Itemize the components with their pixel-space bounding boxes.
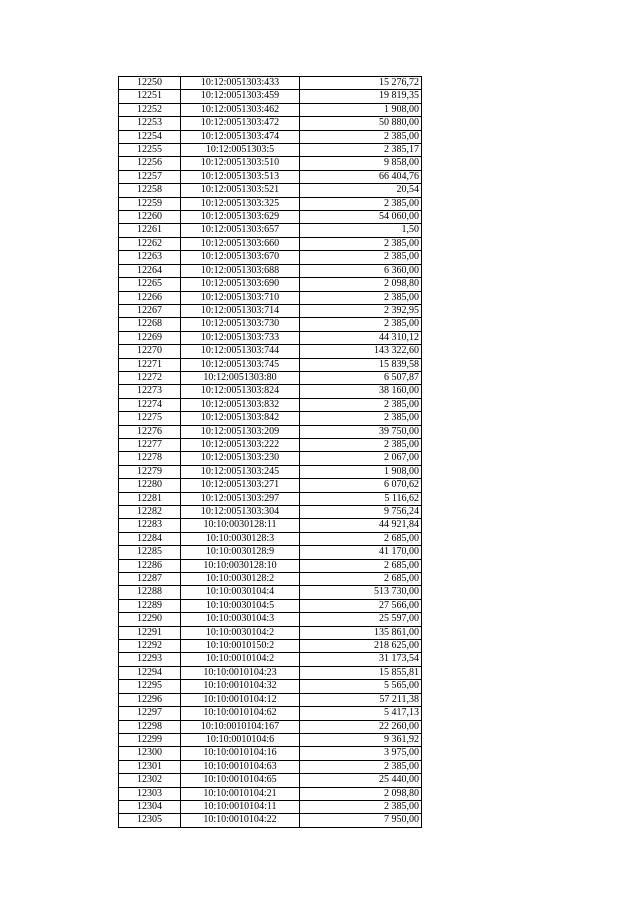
cadastral-number-cell: 10:12:0051303:521 xyxy=(181,184,300,197)
row-number-cell: 12293 xyxy=(119,653,181,666)
table-body xyxy=(119,77,422,828)
value-cell: 513 730,00 xyxy=(300,586,422,599)
row-number-cell: 12279 xyxy=(119,465,181,478)
value-cell: 6 507,87 xyxy=(300,371,422,384)
value-cell: 39 750,00 xyxy=(300,425,422,438)
value-cell: 5 417,13 xyxy=(300,707,422,720)
value-cell: 2 385,00 xyxy=(300,800,422,813)
cadastral-number-cell: 10:12:0051303:510 xyxy=(181,157,300,170)
value-cell: 2 385,00 xyxy=(300,760,422,773)
table-row xyxy=(119,747,422,760)
row-number-cell: 12254 xyxy=(119,130,181,143)
cadastral-number-cell: 10:12:0051303:222 xyxy=(181,438,300,451)
value-cell: 2 385,00 xyxy=(300,318,422,331)
row-number-cell: 12290 xyxy=(119,613,181,626)
cadastral-number-cell: 10:12:0051303:230 xyxy=(181,452,300,465)
table-row xyxy=(119,264,422,277)
table-row xyxy=(119,573,422,586)
value-cell: 44 921,84 xyxy=(300,519,422,532)
cadastral-number-cell: 10:10:0030128:9 xyxy=(181,546,300,559)
row-number-cell: 12285 xyxy=(119,546,181,559)
table-row xyxy=(119,291,422,304)
value-cell: 2 392,95 xyxy=(300,304,422,317)
table-row xyxy=(119,358,422,371)
table-row xyxy=(119,519,422,532)
value-cell: 19 819,35 xyxy=(300,90,422,103)
table-row xyxy=(119,345,422,358)
value-cell: 7 950,00 xyxy=(300,814,422,827)
value-cell: 31 173,54 xyxy=(300,653,422,666)
row-number-cell: 12304 xyxy=(119,800,181,813)
cadastral-number-cell: 10:10:0010150:2 xyxy=(181,640,300,653)
cadastral-number-cell: 10:10:0010104:2 xyxy=(181,653,300,666)
table-row xyxy=(119,237,422,250)
cadastral-number-cell: 10:10:0010104:63 xyxy=(181,760,300,773)
cadastral-number-cell: 10:10:0030128:3 xyxy=(181,532,300,545)
table-row xyxy=(119,640,422,653)
row-number-cell: 12270 xyxy=(119,345,181,358)
row-number-cell: 12300 xyxy=(119,747,181,760)
value-cell: 143 322,60 xyxy=(300,345,422,358)
cadastral-number-cell: 10:12:0051303:660 xyxy=(181,237,300,250)
value-cell: 57 211,38 xyxy=(300,693,422,706)
table-row xyxy=(119,278,422,291)
cadastral-number-cell: 10:10:0030128:10 xyxy=(181,559,300,572)
cadastral-number-cell: 10:12:0051303:245 xyxy=(181,465,300,478)
cadastral-number-cell: 10:10:0010104:21 xyxy=(181,787,300,800)
value-cell: 135 861,00 xyxy=(300,626,422,639)
table-row xyxy=(119,184,422,197)
value-cell: 2 385,00 xyxy=(300,197,422,210)
value-cell: 15 839,58 xyxy=(300,358,422,371)
value-cell: 25 597,00 xyxy=(300,613,422,626)
cadastral-number-cell: 10:10:0030104:2 xyxy=(181,626,300,639)
value-cell: 6 070,62 xyxy=(300,479,422,492)
table-row xyxy=(119,90,422,103)
value-cell: 2 385,00 xyxy=(300,251,422,264)
table-row xyxy=(119,318,422,331)
table-row xyxy=(119,613,422,626)
value-cell: 3 975,00 xyxy=(300,747,422,760)
table-row xyxy=(119,170,422,183)
cadastral-number-cell: 10:12:0051303:271 xyxy=(181,479,300,492)
row-number-cell: 12278 xyxy=(119,452,181,465)
row-number-cell: 12269 xyxy=(119,331,181,344)
cadastral-number-cell: 10:12:0051303:209 xyxy=(181,425,300,438)
table-row xyxy=(119,800,422,813)
row-number-cell: 12260 xyxy=(119,211,181,224)
row-number-cell: 12259 xyxy=(119,197,181,210)
value-cell: 38 160,00 xyxy=(300,385,422,398)
cadastral-number-cell: 10:12:0051303:714 xyxy=(181,304,300,317)
cadastral-number-cell: 10:10:0010104:16 xyxy=(181,747,300,760)
cadastral-number-cell: 10:12:0051303:433 xyxy=(181,77,300,90)
cadastral-number-cell: 10:12:0051303:832 xyxy=(181,398,300,411)
cadastral-number-cell: 10:10:0010104:6 xyxy=(181,733,300,746)
row-number-cell: 12298 xyxy=(119,720,181,733)
value-cell: 1,50 xyxy=(300,224,422,237)
value-cell: 25 440,00 xyxy=(300,774,422,787)
table-row xyxy=(119,452,422,465)
cadastral-number-cell: 10:12:0051303:745 xyxy=(181,358,300,371)
table-row xyxy=(119,774,422,787)
cadastral-number-cell: 10:12:0051303:733 xyxy=(181,331,300,344)
row-number-cell: 12292 xyxy=(119,640,181,653)
row-number-cell: 12305 xyxy=(119,814,181,827)
table-row xyxy=(119,666,422,679)
row-number-cell: 12287 xyxy=(119,573,181,586)
value-cell: 5 116,62 xyxy=(300,492,422,505)
row-number-cell: 12253 xyxy=(119,117,181,130)
value-cell: 15 276,72 xyxy=(300,77,422,90)
cadastral-number-cell: 10:10:0010104:11 xyxy=(181,800,300,813)
table-row xyxy=(119,197,422,210)
cadastral-number-cell: 10:12:0051303:657 xyxy=(181,224,300,237)
row-number-cell: 12275 xyxy=(119,412,181,425)
value-cell: 2 098,80 xyxy=(300,787,422,800)
row-number-cell: 12299 xyxy=(119,733,181,746)
value-cell: 2 385,00 xyxy=(300,398,422,411)
cadastral-number-cell: 10:12:0051303:670 xyxy=(181,251,300,264)
row-number-cell: 12276 xyxy=(119,425,181,438)
row-number-cell: 12297 xyxy=(119,707,181,720)
cadastral-number-cell: 10:12:0051303:744 xyxy=(181,345,300,358)
value-cell: 6 360,00 xyxy=(300,264,422,277)
table-row xyxy=(119,385,422,398)
row-number-cell: 12251 xyxy=(119,90,181,103)
value-cell: 2 385,00 xyxy=(300,130,422,143)
row-number-cell: 12286 xyxy=(119,559,181,572)
cadastral-number-cell: 10:12:0051303:842 xyxy=(181,412,300,425)
row-number-cell: 12255 xyxy=(119,144,181,157)
table-row xyxy=(119,586,422,599)
value-cell: 2 385,00 xyxy=(300,291,422,304)
row-number-cell: 12257 xyxy=(119,170,181,183)
row-number-cell: 12302 xyxy=(119,774,181,787)
value-cell: 2 385,00 xyxy=(300,438,422,451)
table-row xyxy=(119,117,422,130)
value-cell: 50 880,00 xyxy=(300,117,422,130)
table-row xyxy=(119,599,422,612)
row-number-cell: 12295 xyxy=(119,680,181,693)
row-number-cell: 12289 xyxy=(119,599,181,612)
row-number-cell: 12280 xyxy=(119,479,181,492)
cadastral-number-cell: 10:12:0051303:462 xyxy=(181,103,300,116)
table-row xyxy=(119,331,422,344)
cadastral-number-cell: 10:10:0010104:22 xyxy=(181,814,300,827)
row-number-cell: 12264 xyxy=(119,264,181,277)
row-number-cell: 12252 xyxy=(119,103,181,116)
row-number-cell: 12274 xyxy=(119,398,181,411)
table-row xyxy=(119,532,422,545)
cadastral-number-cell: 10:12:0051303:730 xyxy=(181,318,300,331)
cadastral-number-cell: 10:10:0010104:167 xyxy=(181,720,300,733)
row-number-cell: 12272 xyxy=(119,371,181,384)
table-row xyxy=(119,506,422,519)
cadastral-number-cell: 10:12:0051303:513 xyxy=(181,170,300,183)
table-row xyxy=(119,787,422,800)
cadastral-number-cell: 10:12:0051303:5 xyxy=(181,144,300,157)
value-cell: 2 067,00 xyxy=(300,452,422,465)
value-cell: 9 756,24 xyxy=(300,506,422,519)
table-row xyxy=(119,304,422,317)
row-number-cell: 12294 xyxy=(119,666,181,679)
table-row xyxy=(119,479,422,492)
value-cell: 15 855,81 xyxy=(300,666,422,679)
row-number-cell: 12277 xyxy=(119,438,181,451)
cadastral-number-cell: 10:12:0051303:472 xyxy=(181,117,300,130)
row-number-cell: 12268 xyxy=(119,318,181,331)
cadastral-number-cell: 10:10:0030128:11 xyxy=(181,519,300,532)
table-row xyxy=(119,720,422,733)
value-cell: 2 385,17 xyxy=(300,144,422,157)
data-table xyxy=(118,76,422,828)
row-number-cell: 12262 xyxy=(119,237,181,250)
table-row xyxy=(119,144,422,157)
value-cell: 9 361,92 xyxy=(300,733,422,746)
table-row xyxy=(119,398,422,411)
value-cell: 41 170,00 xyxy=(300,546,422,559)
value-cell: 9 858,00 xyxy=(300,157,422,170)
row-number-cell: 12283 xyxy=(119,519,181,532)
value-cell: 44 310,12 xyxy=(300,331,422,344)
table-row xyxy=(119,546,422,559)
cadastral-number-cell: 10:10:0010104:12 xyxy=(181,693,300,706)
cadastral-number-cell: 10:10:0010104:65 xyxy=(181,774,300,787)
value-cell: 5 565,00 xyxy=(300,680,422,693)
value-cell: 66 404,76 xyxy=(300,170,422,183)
table-row xyxy=(119,626,422,639)
cadastral-number-cell: 10:12:0051303:690 xyxy=(181,278,300,291)
cadastral-number-cell: 10:12:0051303:80 xyxy=(181,371,300,384)
row-number-cell: 12266 xyxy=(119,291,181,304)
row-number-cell: 12296 xyxy=(119,693,181,706)
value-cell: 1 908,00 xyxy=(300,465,422,478)
cadastral-number-cell: 10:10:0010104:23 xyxy=(181,666,300,679)
row-number-cell: 12273 xyxy=(119,385,181,398)
row-number-cell: 12261 xyxy=(119,224,181,237)
row-number-cell: 12265 xyxy=(119,278,181,291)
table-row xyxy=(119,680,422,693)
row-number-cell: 12288 xyxy=(119,586,181,599)
value-cell: 20,54 xyxy=(300,184,422,197)
table-row xyxy=(119,371,422,384)
table-row xyxy=(119,157,422,170)
row-number-cell: 12284 xyxy=(119,532,181,545)
table-row xyxy=(119,760,422,773)
cadastral-number-cell: 10:12:0051303:459 xyxy=(181,90,300,103)
value-cell: 22 260,00 xyxy=(300,720,422,733)
cadastral-number-cell: 10:12:0051303:688 xyxy=(181,264,300,277)
table-row xyxy=(119,693,422,706)
cadastral-number-cell: 10:10:0010104:32 xyxy=(181,680,300,693)
value-cell: 218 625,00 xyxy=(300,640,422,653)
cadastral-number-cell: 10:10:0010104:62 xyxy=(181,707,300,720)
table-row xyxy=(119,412,422,425)
row-number-cell: 12303 xyxy=(119,787,181,800)
value-cell: 2 685,00 xyxy=(300,573,422,586)
table-row xyxy=(119,425,422,438)
value-cell: 27 566,00 xyxy=(300,599,422,612)
value-cell: 2 098,80 xyxy=(300,278,422,291)
row-number-cell: 12271 xyxy=(119,358,181,371)
table-row xyxy=(119,814,422,827)
cadastral-number-cell: 10:12:0051303:824 xyxy=(181,385,300,398)
cadastral-number-cell: 10:10:0030128:2 xyxy=(181,573,300,586)
value-cell: 2 385,00 xyxy=(300,237,422,250)
row-number-cell: 12267 xyxy=(119,304,181,317)
cadastral-number-cell: 10:12:0051303:304 xyxy=(181,506,300,519)
cadastral-number-cell: 10:12:0051303:325 xyxy=(181,197,300,210)
row-number-cell: 12301 xyxy=(119,760,181,773)
value-cell: 1 908,00 xyxy=(300,103,422,116)
cadastral-number-cell: 10:12:0051303:629 xyxy=(181,211,300,224)
cadastral-number-cell: 10:12:0051303:474 xyxy=(181,130,300,143)
row-number-cell: 12256 xyxy=(119,157,181,170)
row-number-cell: 12250 xyxy=(119,77,181,90)
cadastral-number-cell: 10:10:0030104:5 xyxy=(181,599,300,612)
value-cell: 54 060,00 xyxy=(300,211,422,224)
value-cell: 2 685,00 xyxy=(300,532,422,545)
table-row xyxy=(119,103,422,116)
row-number-cell: 12282 xyxy=(119,506,181,519)
table-row xyxy=(119,465,422,478)
row-number-cell: 12258 xyxy=(119,184,181,197)
table-row xyxy=(119,733,422,746)
cadastral-number-cell: 10:12:0051303:297 xyxy=(181,492,300,505)
row-number-cell: 12291 xyxy=(119,626,181,639)
table-row xyxy=(119,653,422,666)
value-cell: 2 685,00 xyxy=(300,559,422,572)
table-row xyxy=(119,438,422,451)
row-number-cell: 12281 xyxy=(119,492,181,505)
table-row xyxy=(119,224,422,237)
value-cell: 2 385,00 xyxy=(300,412,422,425)
table-row xyxy=(119,251,422,264)
table-row xyxy=(119,707,422,720)
cadastral-number-cell: 10:12:0051303:710 xyxy=(181,291,300,304)
cadastral-number-cell: 10:10:0030104:4 xyxy=(181,586,300,599)
table-row xyxy=(119,77,422,90)
table-row xyxy=(119,559,422,572)
cadastral-number-cell: 10:10:0030104:3 xyxy=(181,613,300,626)
table-row xyxy=(119,492,422,505)
table-row xyxy=(119,130,422,143)
row-number-cell: 12263 xyxy=(119,251,181,264)
table-row xyxy=(119,211,422,224)
